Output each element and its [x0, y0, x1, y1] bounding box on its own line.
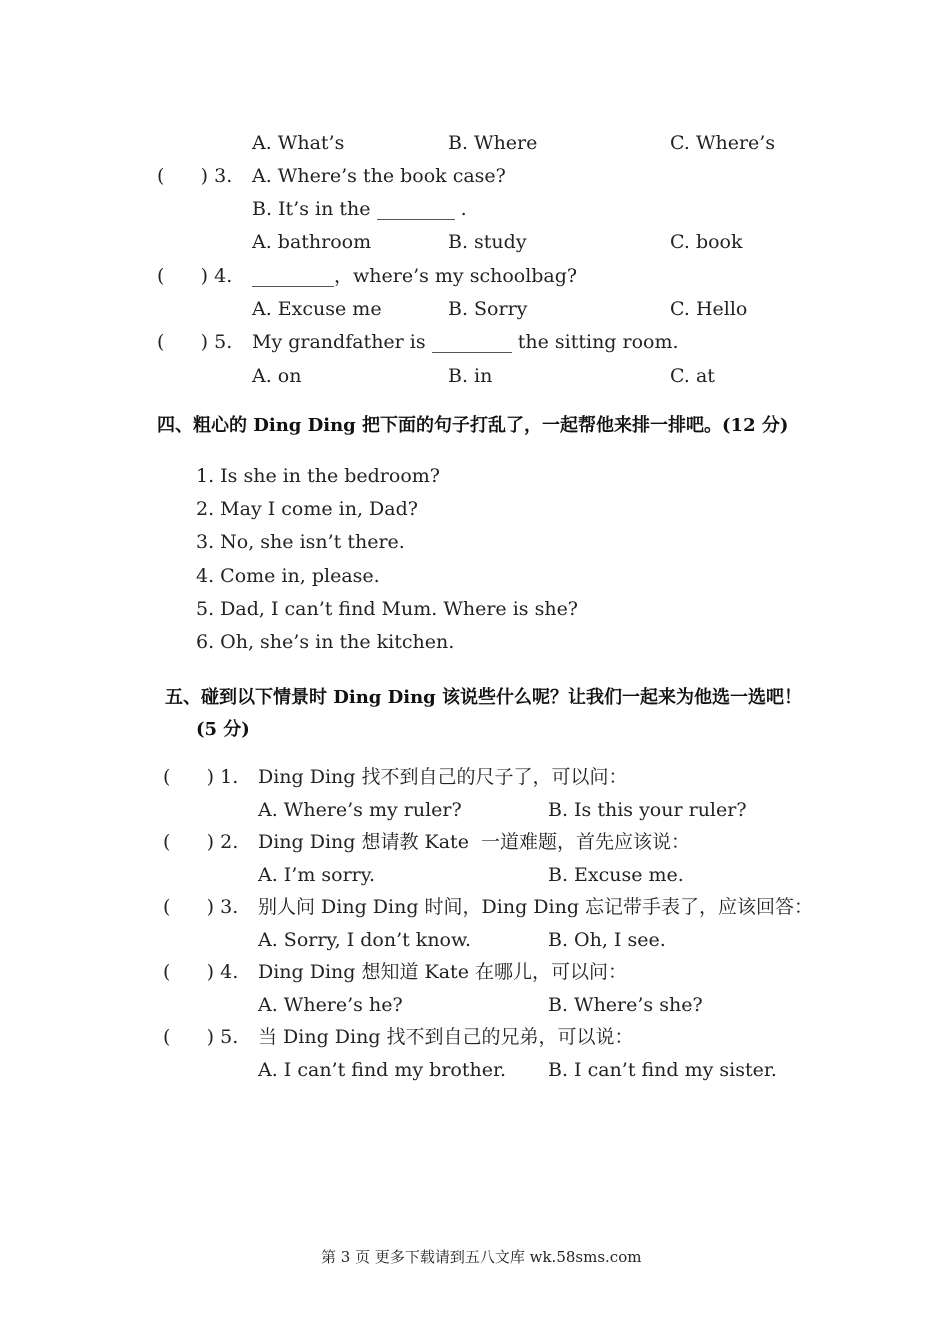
section5-heading-points: (5 分)	[196, 719, 250, 740]
s5-q5-text: 当 Ding Ding 找不到自己的兄弟，可以说：	[258, 1026, 634, 1048]
s5-q4-option-b: B. Where’s she?	[548, 994, 703, 1016]
q3-answer-prefix: B. It’s in the	[252, 198, 371, 220]
s5-q1-option-a: A. Where’s my ruler?	[258, 799, 462, 821]
q2-option-b: B. Where	[448, 132, 538, 154]
s5-q1-text: Ding Ding 找不到自己的尺子了，可以问：	[258, 766, 628, 788]
section4-sentence-2: 2. May I come in, Dad?	[196, 498, 418, 520]
q5-question-prefix: My grandfather is	[252, 331, 426, 353]
q5-blank	[432, 334, 512, 353]
q3-paren: ( ) 3.	[157, 165, 233, 187]
q4-option-a: A. Excuse me	[252, 298, 382, 320]
section4-sentence-5: 5. Dad, I can’t find Mum. Where is she?	[196, 598, 578, 620]
q4-paren: ( ) 4.	[157, 265, 233, 287]
q3-option-c: C. book	[670, 231, 743, 253]
s5-q5-option-b: B. I can’t find my sister.	[548, 1059, 777, 1081]
q3-question: A. Where’s the book case?	[252, 165, 506, 187]
page-footer: 第 3 页 更多下载请到五八文库 wk.58sms.com	[321, 1248, 642, 1266]
q2-option-a: A. What’s	[252, 132, 345, 154]
section4-sentence-6: 6. Oh, she’s in the kitchen.	[196, 631, 455, 653]
q4-question	[252, 265, 577, 287]
section4-sentence-3: 3. No, she isn’t there.	[196, 531, 405, 553]
s5-q2-text: Ding Ding 想请教 Kate 一道难题，首先应该说：	[258, 831, 691, 853]
s5-q4-text: Ding Ding 想知道 Kate 在哪儿，可以问：	[258, 961, 627, 983]
q3-answer-suffix: .	[460, 198, 467, 220]
q4-option-b: B. Sorry	[448, 298, 528, 320]
q4-blank	[252, 268, 334, 287]
q4-question-suffix: ，where’s my schoolbag?	[334, 265, 578, 287]
section5-heading: 五、碰到以下情景时 Ding Ding 该说些什么呢？让我们一起来为他选一选吧！	[165, 687, 803, 708]
s5-q2-option-a: A. I’m sorry.	[258, 864, 376, 886]
q5-paren: ( ) 5.	[157, 331, 233, 353]
s5-q5-paren: ( ) 5.	[163, 1026, 239, 1048]
section4-heading: 四、粗心的 Ding Ding 把下面的句子打乱了，一起帮他来排一排吧。(12 分)	[157, 415, 789, 436]
q5-option-c: C. at	[670, 365, 715, 387]
s5-q5-option-a: A. I can’t find my brother.	[258, 1059, 507, 1081]
s5-q3-text: 别人问 Ding Ding 时间，Ding Ding 忘记带手表了，应该回答：	[258, 896, 814, 918]
s5-q4-paren: ( ) 4.	[163, 961, 239, 983]
q5-question-suffix: the sitting room.	[517, 331, 679, 353]
q2-option-c: C. Where’s	[670, 132, 776, 154]
s5-q2-option-b: B. Excuse me.	[548, 864, 684, 886]
q5-question	[252, 331, 679, 353]
q5-option-a: A. on	[252, 365, 302, 387]
q5-option-b: B. in	[448, 365, 493, 387]
section4-sentence-4: 4. Come in, please.	[196, 565, 380, 587]
q3-blank	[377, 201, 455, 220]
q4-option-c: C. Hello	[670, 298, 748, 320]
q3-option-b: B. study	[448, 231, 527, 253]
q3-answer	[252, 198, 467, 220]
s5-q3-option-a: A. Sorry, I don’t know.	[258, 929, 472, 951]
s5-q3-paren: ( ) 3.	[163, 896, 239, 918]
s5-q3-option-b: B. Oh, I see.	[548, 929, 666, 951]
section4-sentence-1: 1. Is she in the bedroom?	[196, 465, 440, 487]
q3-option-a: A. bathroom	[252, 231, 372, 253]
s5-q1-option-b: B. Is this your ruler?	[548, 799, 747, 821]
s5-q1-paren: ( ) 1.	[163, 766, 239, 788]
s5-q4-option-a: A. Where’s he?	[258, 994, 403, 1016]
s5-q2-paren: ( ) 2.	[163, 831, 239, 853]
